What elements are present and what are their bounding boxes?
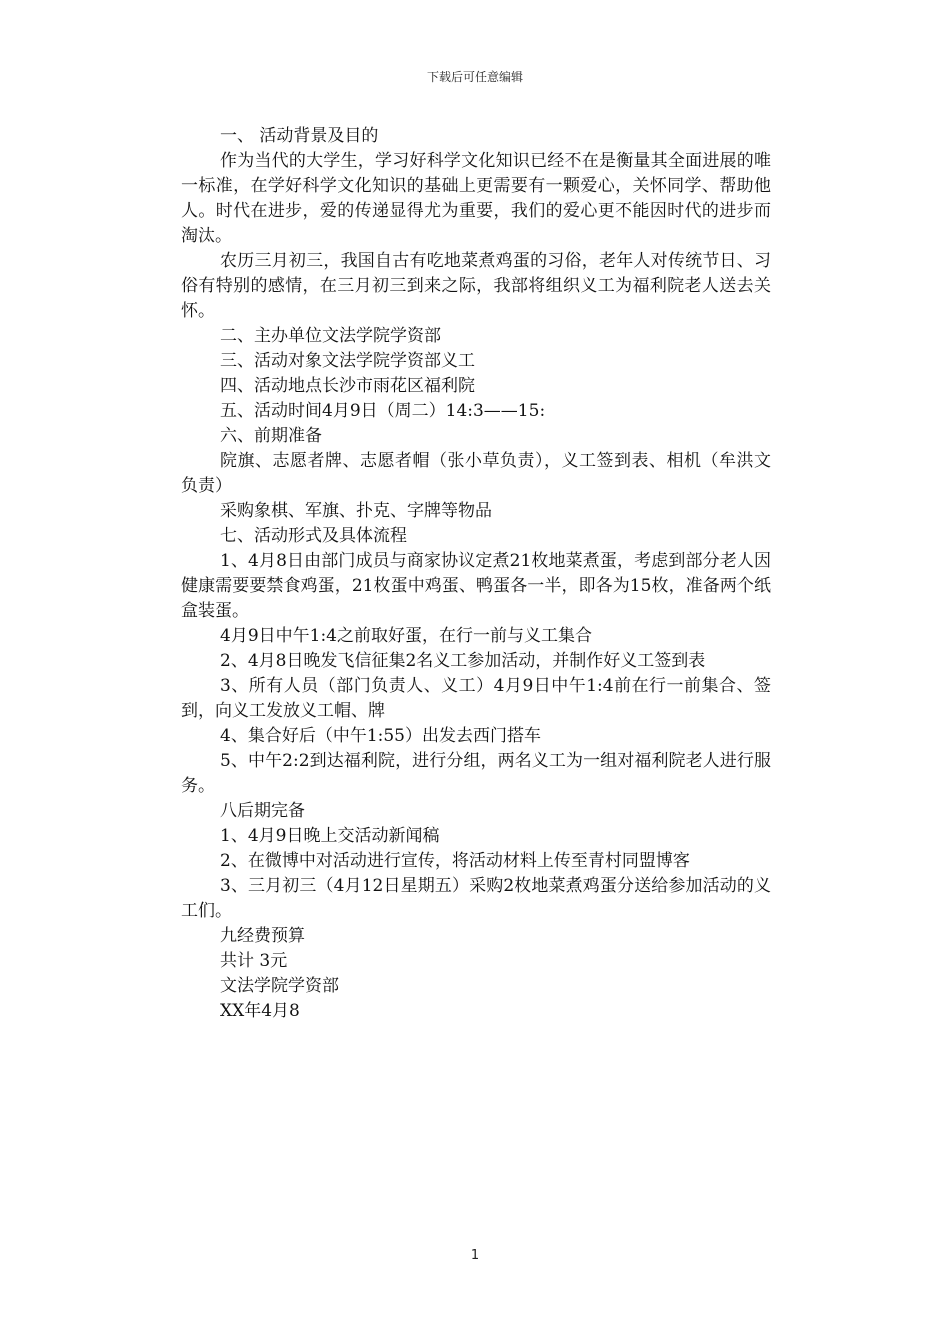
budget-total: 共计 3元 [220, 951, 288, 971]
document-body [181, 124, 771, 1024]
section-preparation: 六、前期准备 [220, 426, 322, 446]
section-process: 七、活动形式及具体流程 [220, 526, 407, 546]
section-budget: 九经费预算 [220, 926, 305, 946]
page-header: 下载后可任意编辑 [426, 70, 523, 84]
paragraph-background: 作为当代的大学生，学习好科学文化知识已经不在是衡量其全面进展的唯一标准，在学好科学文化知识的基础上更需要有一颗爱心，关怀同学、帮助他人。时代在进步，爱的传递显得尤为重要，我们的爱心更不能因时代的进步而淘汰。 [181, 151, 771, 246]
page-number: 1 [470, 1248, 480, 1263]
process-step-4: 4、集合好后（中午1:55）出发去西门搭车 [220, 726, 541, 746]
process-step-1-note: 4月9日中午1:4之前取好蛋，在行一前与义工集合 [220, 626, 592, 646]
followup-item-1: 1、4月9日晚上交活动新闻稿 [220, 826, 440, 846]
preparation-purchase: 采购象棋、军旗、扑克、字牌等物品 [220, 501, 492, 521]
signature-org: 文法学院学资部 [220, 976, 339, 996]
paragraph-festival: 农历三月初三，我国自古有吃地菜煮鸡蛋的习俗，老年人对传统节日、习俗有特别的感情，在三月初三到来之际，我部将组织义工为福利院老人送去关怀。 [181, 251, 771, 321]
signature-date: XX年4月8 [220, 1001, 300, 1021]
section-heading-background: 一、 活动背景及目的 [220, 126, 379, 146]
followup-item-3: 3、三月初三（4月12日星期五）采购2枚地菜煮鸡蛋分送给参加活动的义工们。 [181, 876, 771, 921]
process-step-2: 2、4月8日晚发飞信征集2名义工参加活动，并制作好义工签到表 [220, 651, 706, 671]
section-time: 五、活动时间4月9日（周二）14:3——15: [220, 401, 546, 421]
section-organizer: 二、主办单位文法学院学资部 [220, 326, 441, 346]
section-target: 三、活动对象文法学院学资部义工 [220, 351, 475, 371]
preparation-items: 院旗、志愿者牌、志愿者帽（张小草负责），义工签到表、相机（牟洪文负责） [181, 451, 771, 496]
process-step-3: 3、所有人员（部门负责人、义工）4月9日中午1:4前在行一前集合、签到，向义工发放义工帽、牌 [181, 676, 771, 721]
followup-item-2: 2、在微博中对活动进行宣传，将活动材料上传至青村同盟博客 [220, 851, 690, 871]
process-step-1: 1、4月8日由部门成员与商家协议定煮21枚地菜煮蛋，考虑到部分老人因健康需要要禁食鸡蛋，21枚蛋中鸡蛋、鸭蛋各一半，即各为15枚，准备两个纸盒装蛋。 [181, 551, 771, 621]
section-location: 四、活动地点长沙市雨花区福利院 [220, 376, 475, 396]
process-step-5: 5、中午2:2到达福利院，进行分组，两名义工为一组对福利院老人进行服务。 [181, 751, 771, 796]
section-followup: 八后期完备 [220, 801, 305, 821]
